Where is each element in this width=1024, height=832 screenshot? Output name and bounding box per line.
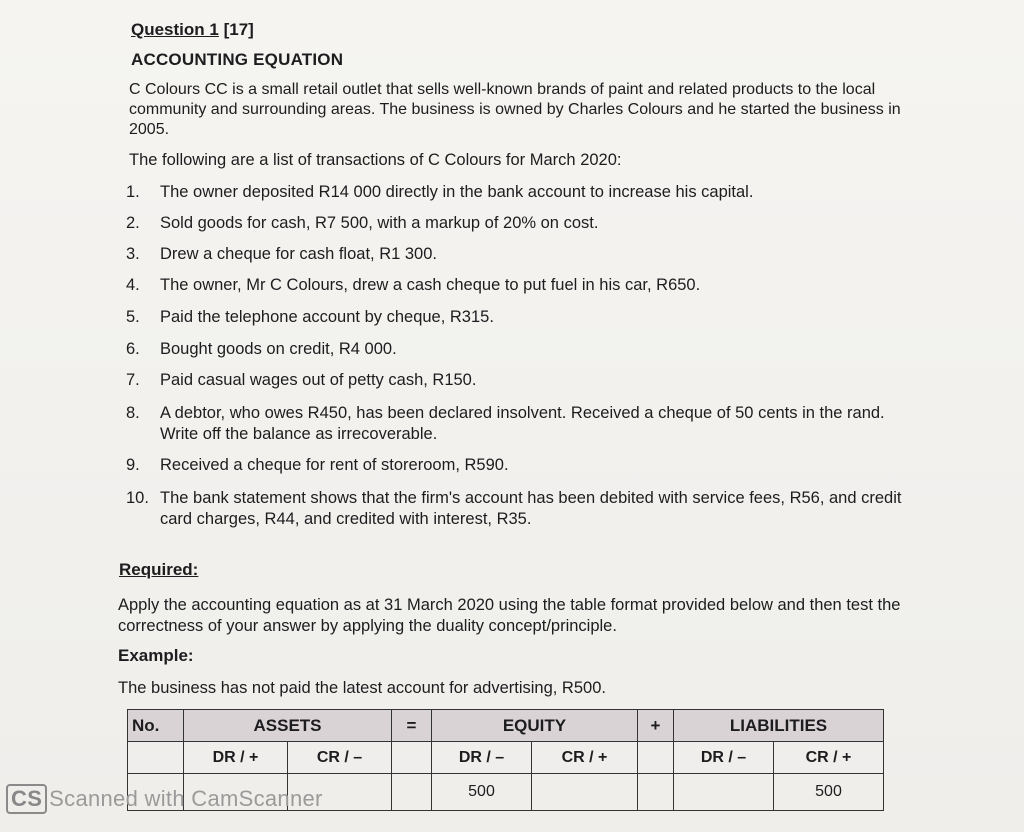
assets-cr-header: CR / – — [288, 742, 392, 774]
transaction-item — [126, 182, 926, 203]
transaction-item — [126, 339, 926, 360]
intro-paragraph: C Colours CC is a small retail outlet that sells well-known brands of paint and related products to the local community and surrounding areas. The business is owned by Charles Colours and he started the business in 2005. — [129, 81, 901, 138]
required-instructions: Apply the accounting equation as at 31 March 2020 using the table format provided below and then test the correctness of your answer by applying the duality concept/principle. — [118, 596, 901, 635]
camscanner-watermark — [6, 784, 323, 814]
transactions-intro: The following are a list of transactions of C Colours for March 2020: — [129, 151, 622, 169]
transaction-text: The bank statement shows that the firm's account has been debited with service fees, R56, and credit card charges, R44, and credited with interest, R35. — [160, 489, 902, 528]
liabilities-dr-cell — [674, 774, 774, 811]
table-header-row — [128, 710, 884, 742]
transaction-number: 8. — [126, 404, 140, 422]
equals-sign: = — [392, 710, 432, 742]
required-heading: Required: — [119, 560, 199, 579]
transaction-number: 5. — [126, 308, 140, 326]
equity-header: EQUITY — [432, 710, 638, 742]
liabilities-dr-header: DR / – — [674, 742, 774, 774]
transaction-number: 1. — [126, 183, 140, 201]
liabilities-cr-header: CR / + — [774, 742, 884, 774]
transaction-text: Paid casual wages out of petty cash, R150. — [160, 371, 477, 389]
camscanner-logo-icon: CS — [6, 784, 47, 814]
plus-sign: + — [638, 710, 674, 742]
transaction-text: Bought goods on credit, R4 000. — [160, 340, 397, 358]
example-heading: Example: — [118, 646, 194, 665]
transaction-item — [126, 455, 926, 476]
transaction-text: A debtor, who owes R450, has been declared insolvent. Received a cheque of 50 cents in the rand. Write off the balance as irrecoverable. — [160, 404, 885, 443]
transaction-item — [126, 213, 926, 234]
example-text: The business has not paid the latest account for advertising, R500. — [118, 679, 606, 697]
transaction-text: Paid the telephone account by cheque, R315. — [160, 308, 494, 326]
empty-cell — [392, 742, 432, 774]
question-marks: [17] — [223, 20, 254, 39]
assets-header: ASSETS — [184, 710, 392, 742]
transaction-text: Drew a cheque for cash float, R1 300. — [160, 245, 437, 263]
assets-dr-header: DR / + — [184, 742, 288, 774]
transaction-item — [126, 244, 926, 265]
transaction-text: Received a cheque for rent of storeroom, R590. — [160, 456, 509, 474]
transaction-number: 3. — [126, 245, 140, 263]
transaction-item — [126, 370, 926, 391]
liabilities-header: LIABILITIES — [674, 710, 884, 742]
transaction-number: 2. — [126, 214, 140, 232]
no-column-header: No. — [128, 710, 184, 742]
table-subheader-row — [128, 742, 884, 774]
transaction-item — [126, 403, 926, 445]
transaction-number: 10. — [126, 489, 149, 507]
transaction-number: 7. — [126, 371, 140, 389]
transaction-text: Sold goods for cash, R7 500, with a markup of 20% on cost. — [160, 214, 599, 232]
equity-dr-header: DR / – — [432, 742, 532, 774]
empty-cell — [392, 774, 432, 811]
empty-cell — [638, 742, 674, 774]
transaction-text: The owner, Mr C Colours, drew a cash cheque to put fuel in his car, R650. — [160, 276, 701, 294]
equity-cr-header: CR / + — [532, 742, 638, 774]
equity-dr-cell: 500 — [432, 774, 532, 811]
transaction-item — [126, 307, 926, 328]
equity-cr-cell — [532, 774, 638, 811]
transaction-item — [126, 488, 926, 530]
transaction-item — [126, 275, 926, 296]
section-title: ACCOUNTING EQUATION — [131, 50, 344, 69]
question-heading — [131, 20, 254, 40]
transaction-number: 6. — [126, 340, 140, 358]
watermark-text: Scanned with CamScanner — [49, 786, 323, 811]
empty-cell — [128, 742, 184, 774]
transaction-number: 9. — [126, 456, 140, 474]
liabilities-cr-cell: 500 — [774, 774, 884, 811]
transaction-number: 4. — [126, 276, 140, 294]
question-label: Question 1 — [131, 20, 219, 39]
empty-cell — [638, 774, 674, 811]
transaction-text: The owner deposited R14 000 directly in the bank account to increase his capital. — [160, 183, 754, 201]
